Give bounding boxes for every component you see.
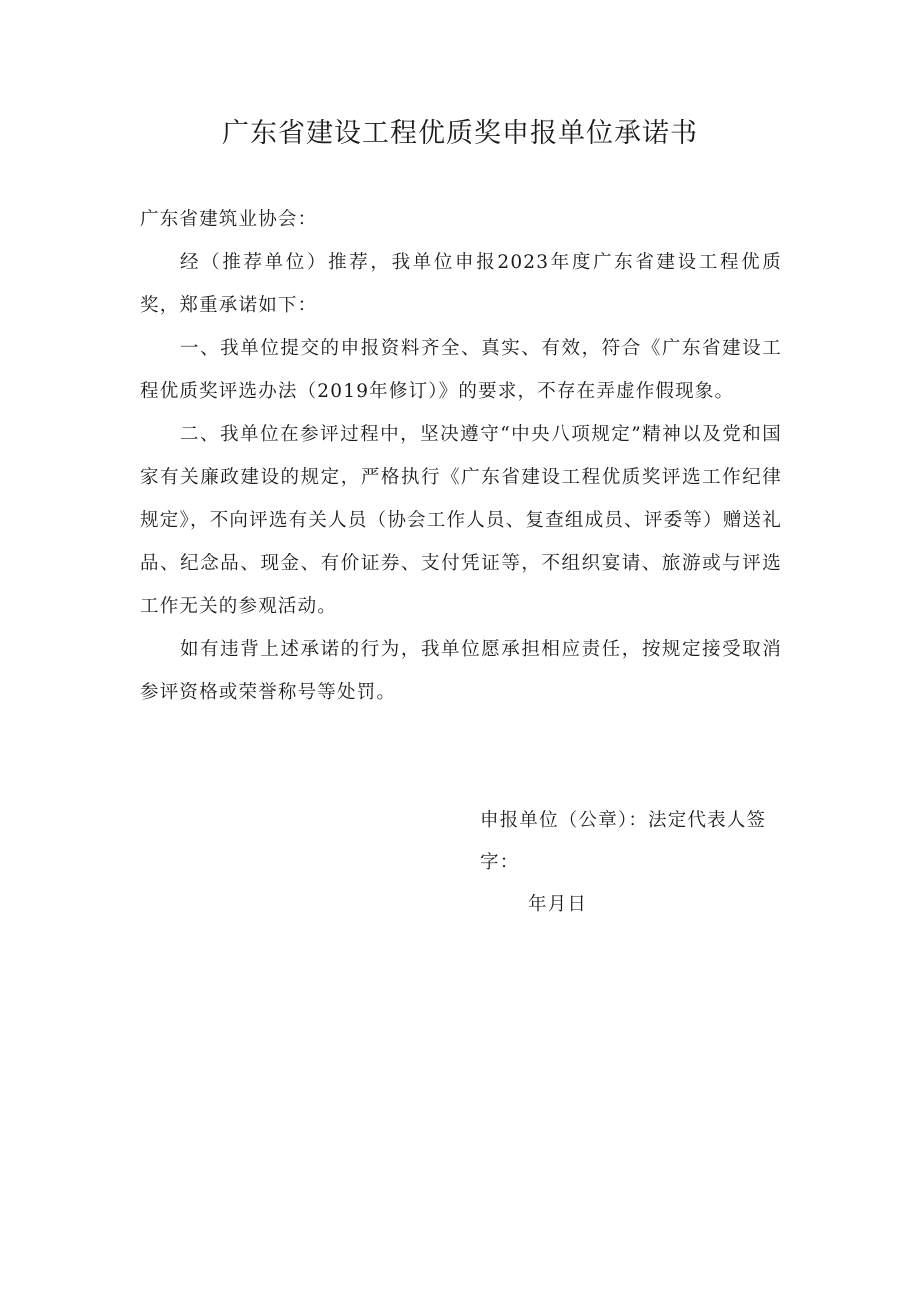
salutation: 广东省建筑业协会： [140,209,318,230]
paragraph-intro: 经（推荐单位）推荐，我单位申报2023年度广东省建设工程优质奖，郑重承诺如下： [140,252,782,316]
paragraph-commitment-2: 二、我单位在参评过程中，坚决遵守“中央八项规定”精神以及党和国家有关廉政建设的规定，严格执行《广东省建设工程优质奖评选工作纪律规定》，不向评选有关人员（协会工作人员、复查组成员、评委等）赠送礼品、纪念品、现金、有价证券、支付凭证等，不组织宴请、旅游或与评选工作无关的参观活动。 [140,424,782,617]
document-title: 广东省建设工程优质奖申报单位承诺书 [222,118,698,149]
document-body [140,198,782,714]
date-line: 年月日 [528,894,588,915]
paragraph-closing: 如有违背上述承诺的行为，我单位愿承担相应责任，按规定接受取消参评资格或荣誉称号等处罚。 [140,639,782,703]
signature-block [480,800,785,884]
paragraph-commitment-1: 一、我单位提交的申报资料齐全、真实、有效，符合《广东省建设工程优质奖评选办法（2019年修订）》的要求，不存在弄虚作假现象。 [140,338,782,402]
signature-line: 申报单位（公章）：法定代表人签字： [480,810,767,873]
